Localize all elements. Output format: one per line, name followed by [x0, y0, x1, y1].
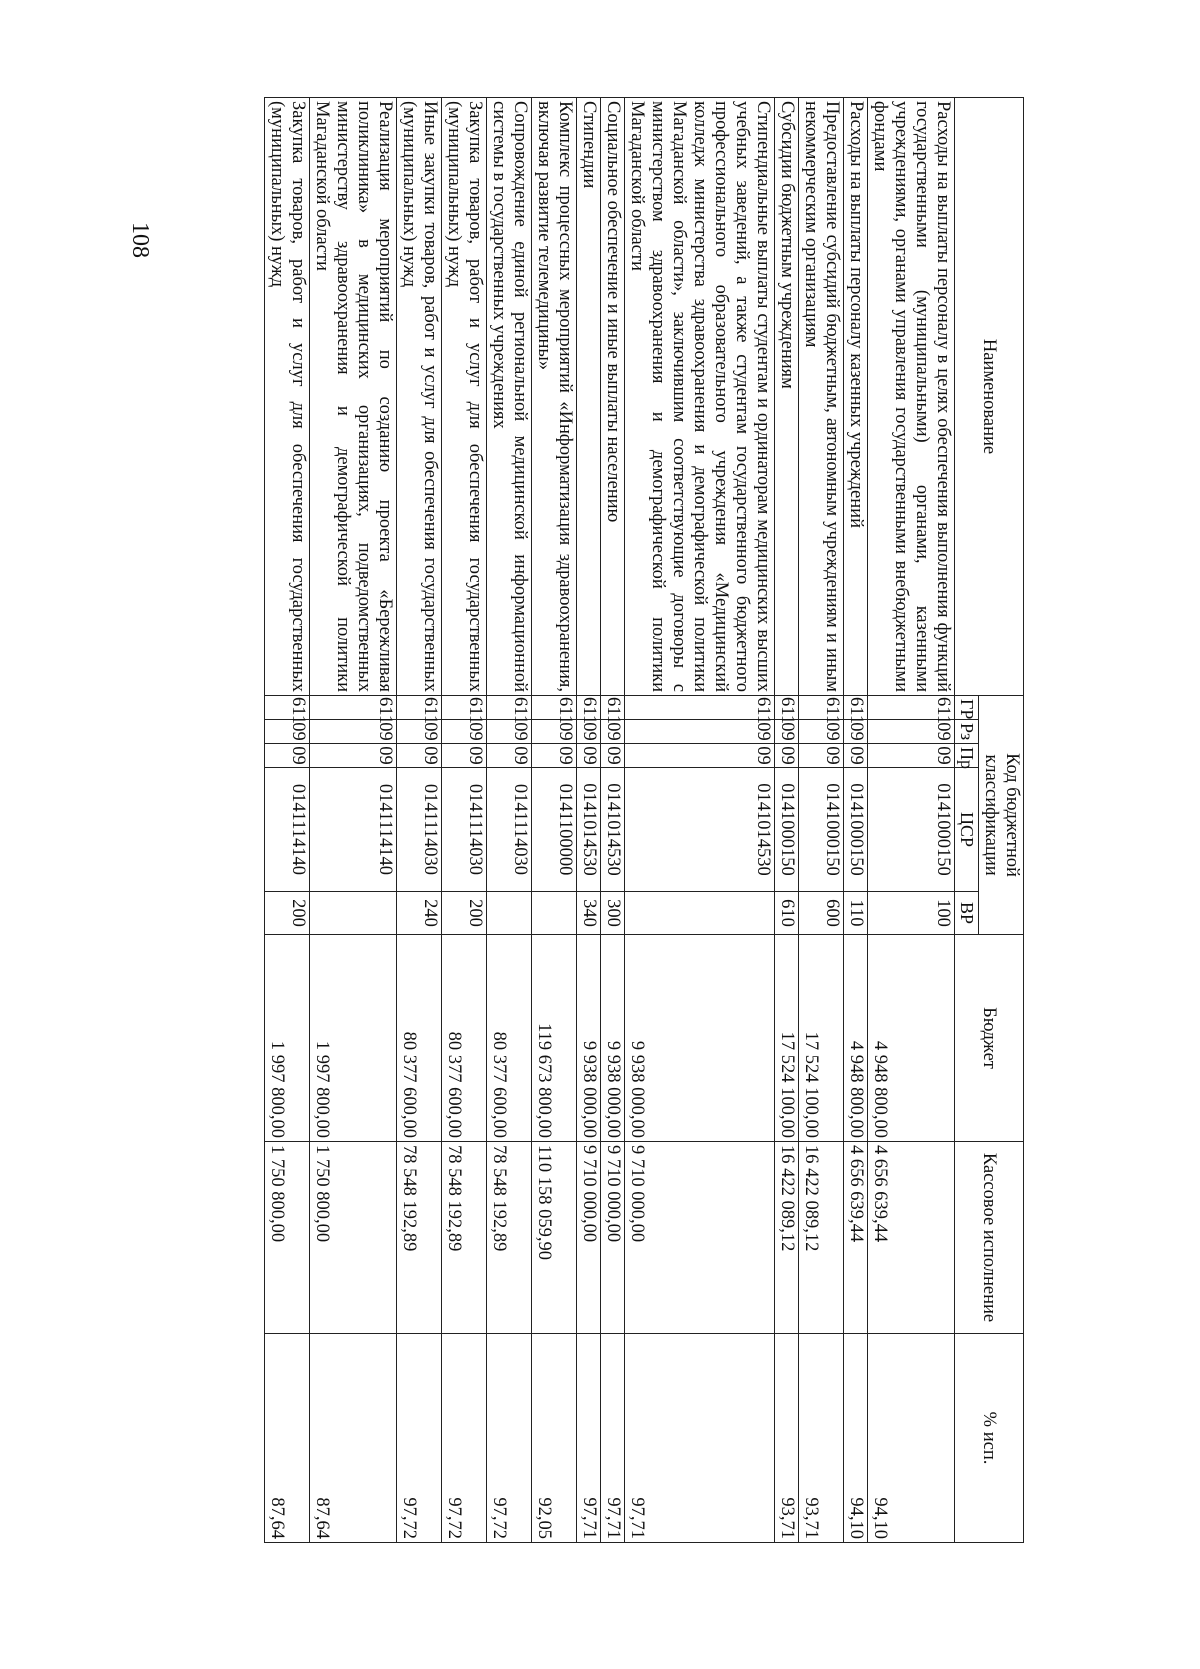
code-rz: 09: [775, 720, 799, 744]
row-name: Иные закупки товаров, работ и услуг для обеспечения государственных (муниципальных) нужд: [397, 98, 442, 696]
code-csr: 0141114030: [442, 768, 487, 892]
code-csr: 0141114140: [265, 768, 310, 892]
code-csr: 0141000150: [844, 768, 868, 892]
code-pr: 09: [868, 744, 955, 768]
code-pr: 09: [577, 744, 601, 768]
code-gr: 611: [844, 696, 868, 720]
code-rz: 09: [577, 720, 601, 744]
row-name: Расходы на выплаты персоналу в целях обеспечения выполнения функций государственными (муниципальными) органами, казенными учреждениями, органами управления государственными внебюджетными фондами: [868, 98, 955, 696]
code-vr: 100: [868, 892, 955, 935]
row-name: Предоставление субсидий бюджетным, автономным учреждениям и иным некоммерческим организациям: [799, 98, 844, 696]
code-pr: 09: [799, 744, 844, 768]
code-vr: 340: [577, 892, 601, 935]
page-number: 108: [127, 222, 154, 258]
code-gr: 611: [310, 696, 397, 720]
code-gr: 611: [532, 696, 577, 720]
code-pr: 09: [442, 744, 487, 768]
code-vr: 610: [775, 892, 799, 935]
code-vr: 200: [442, 892, 487, 935]
code-pr: 09: [487, 744, 532, 768]
code-pr: 09: [775, 744, 799, 768]
code-pr: 09: [601, 744, 625, 768]
code-rz: 09: [844, 720, 868, 744]
cash-value: 4 656 639,44: [844, 1142, 868, 1334]
cash-value: 9 710 000,00: [625, 1142, 775, 1334]
gr-header: ГР: [955, 696, 979, 720]
row-name: Сопровождение единой региональной медицинской информационной системы в государственных учреждениях: [487, 98, 532, 696]
row-name: Субсидии бюджетным учреждениям: [775, 98, 799, 696]
code-gr: 611: [577, 696, 601, 720]
vr-header: ВР: [955, 892, 979, 935]
row-name: Расходы на выплаты персоналу казенных учреждений: [844, 98, 868, 696]
pct-value: 97,72: [442, 1334, 487, 1543]
pct-value: 87,64: [310, 1334, 397, 1543]
rotated-table-container: [166, 97, 1024, 1542]
code-csr: 0141014530: [625, 768, 775, 892]
budget-value: 80 377 600,00: [487, 935, 532, 1142]
budget-value: 9 938 000,00: [625, 935, 775, 1142]
row-name: Закупка товаров, работ и услуг для обеспечения государственных (муниципальных) нужд: [265, 98, 310, 696]
pct-value: 97,71: [601, 1334, 625, 1543]
budget-table: [264, 97, 1024, 1543]
table-row: [265, 98, 310, 1543]
code-gr: 611: [487, 696, 532, 720]
code-gr: 611: [775, 696, 799, 720]
table-row: [775, 98, 799, 1543]
code-csr: 0141000150: [799, 768, 844, 892]
cash-value: 16 422 089,12: [799, 1142, 844, 1334]
row-name: Социальное обеспечение и иные выплаты населению: [601, 98, 625, 696]
budget-value: 1 997 800,00: [310, 935, 397, 1142]
table-row: [601, 98, 625, 1543]
table-row: [532, 98, 577, 1543]
cash-value: 16 422 089,12: [775, 1142, 799, 1334]
budget-value: 4 948 800,00: [868, 935, 955, 1142]
code-vr: 200: [265, 892, 310, 935]
code-csr: 0141114030: [487, 768, 532, 892]
code-rz: 09: [310, 720, 397, 744]
cash-value: 110 158 059,90: [532, 1142, 577, 1334]
code-gr: 611: [601, 696, 625, 720]
code-gr: 611: [625, 696, 775, 720]
row-name: Реализация мероприятий по созданию проекта «Бережливая поликлиника» в медицинских организациях, подведомственных министерству здравоохранения и демографической политики Магаданской области: [310, 98, 397, 696]
code-csr: 0141114140: [310, 768, 397, 892]
code-csr: 0141114030: [397, 768, 442, 892]
row-name: Комплекс процессных мероприятий «Информатизация здравоохранения, включая развитие телемедицины»: [532, 98, 577, 696]
budget-header: Бюджет: [955, 935, 1024, 1142]
pct-value: 94,10: [868, 1334, 955, 1543]
pct-value: 97,72: [487, 1334, 532, 1543]
pr-header: Пр: [955, 744, 979, 768]
code-gr: 611: [868, 696, 955, 720]
code-vr: 600: [799, 892, 844, 935]
pct-value: 92,05: [532, 1334, 577, 1543]
code-gr: 611: [397, 696, 442, 720]
table-row: [799, 98, 844, 1543]
code-rz: 09: [265, 720, 310, 744]
pct-value: 97,72: [397, 1334, 442, 1543]
code-csr: 0141000150: [775, 768, 799, 892]
table-row: [844, 98, 868, 1543]
cash-value: 9 710 000,00: [577, 1142, 601, 1334]
code-csr: 0141014530: [577, 768, 601, 892]
row-name: Стипендиальные выплаты студентам и ординаторам медицинских высших учебных заведений, а также студентам государственного бюджетного профессионального образовательного учреждения «Медицинский колледж министерства здравоохранения и демографической политики Магаданской области», заключившим соответствующие договоры с министерством здравоохранения и демографической политики Магаданской области: [625, 98, 775, 696]
pct-value: 97,71: [577, 1334, 601, 1543]
budget-value: 9 938 000,00: [601, 935, 625, 1142]
table-row: [577, 98, 601, 1543]
cash-value: 78 548 192,89: [397, 1142, 442, 1334]
cash-value: 1 750 800,00: [310, 1142, 397, 1334]
code-pr: 09: [310, 744, 397, 768]
code-rz: 09: [601, 720, 625, 744]
code-rz: 09: [442, 720, 487, 744]
code-group-header: Код бюджетной классификации: [979, 696, 1024, 935]
pct-value: 94,10: [844, 1334, 868, 1543]
cash-value: 1 750 800,00: [265, 1142, 310, 1334]
table-row: [487, 98, 532, 1543]
row-name: Закупка товаров, работ и услуг для обеспечения государственных (муниципальных) нужд: [442, 98, 487, 696]
code-pr: 09: [265, 744, 310, 768]
code-vr: [487, 892, 532, 935]
pct-value: 93,71: [799, 1334, 844, 1543]
code-csr: 0141000150: [868, 768, 955, 892]
code-rz: 09: [868, 720, 955, 744]
code-rz: 09: [487, 720, 532, 744]
budget-value: 17 524 100,00: [775, 935, 799, 1142]
table-row: [442, 98, 487, 1543]
code-rz: 09: [532, 720, 577, 744]
code-gr: 611: [442, 696, 487, 720]
code-csr: 0141100000: [532, 768, 577, 892]
code-vr: [310, 892, 397, 935]
pct-value: 87,64: [265, 1334, 310, 1543]
code-pr: 09: [625, 744, 775, 768]
code-vr: 240: [397, 892, 442, 935]
code-csr: 0141014530: [601, 768, 625, 892]
table-row: [310, 98, 397, 1543]
budget-value: 80 377 600,00: [397, 935, 442, 1142]
header-row-1: [979, 98, 1024, 1543]
pct-value: 93,71: [775, 1334, 799, 1543]
cash-value: 78 548 192,89: [442, 1142, 487, 1334]
row-name: Стипендии: [577, 98, 601, 696]
pct-value: 97,71: [625, 1334, 775, 1543]
code-vr: [625, 892, 775, 935]
code-rz: 09: [625, 720, 775, 744]
code-pr: 09: [532, 744, 577, 768]
code-gr: 611: [799, 696, 844, 720]
table-row: [397, 98, 442, 1543]
code-pr: 09: [844, 744, 868, 768]
code-vr: 300: [601, 892, 625, 935]
csr-header: ЦСР: [955, 768, 979, 892]
budget-value: 80 377 600,00: [442, 935, 487, 1142]
pct-header: % исп.: [955, 1334, 1024, 1543]
code-vr: 110: [844, 892, 868, 935]
code-rz: 09: [799, 720, 844, 744]
name-header: Наименование: [955, 98, 1024, 696]
code-vr: [532, 892, 577, 935]
cash-value: 78 548 192,89: [487, 1142, 532, 1334]
cash-header: Кассовое исполнение: [955, 1142, 1024, 1334]
budget-value: 17 524 100,00: [799, 935, 844, 1142]
budget-value: 9 938 000,00: [577, 935, 601, 1142]
rz-header: Рз: [955, 720, 979, 744]
cash-value: 9 710 000,00: [601, 1142, 625, 1334]
code-gr: 611: [265, 696, 310, 720]
budget-value: 119 673 800,00: [532, 935, 577, 1142]
code-rz: 09: [397, 720, 442, 744]
table-body: [265, 98, 955, 1543]
budget-value: 4 948 800,00: [844, 935, 868, 1142]
code-pr: 09: [397, 744, 442, 768]
table-row: [625, 98, 775, 1543]
budget-value: 1 997 800,00: [265, 935, 310, 1142]
table-row: [868, 98, 955, 1543]
cash-value: 4 656 639,44: [868, 1142, 955, 1334]
